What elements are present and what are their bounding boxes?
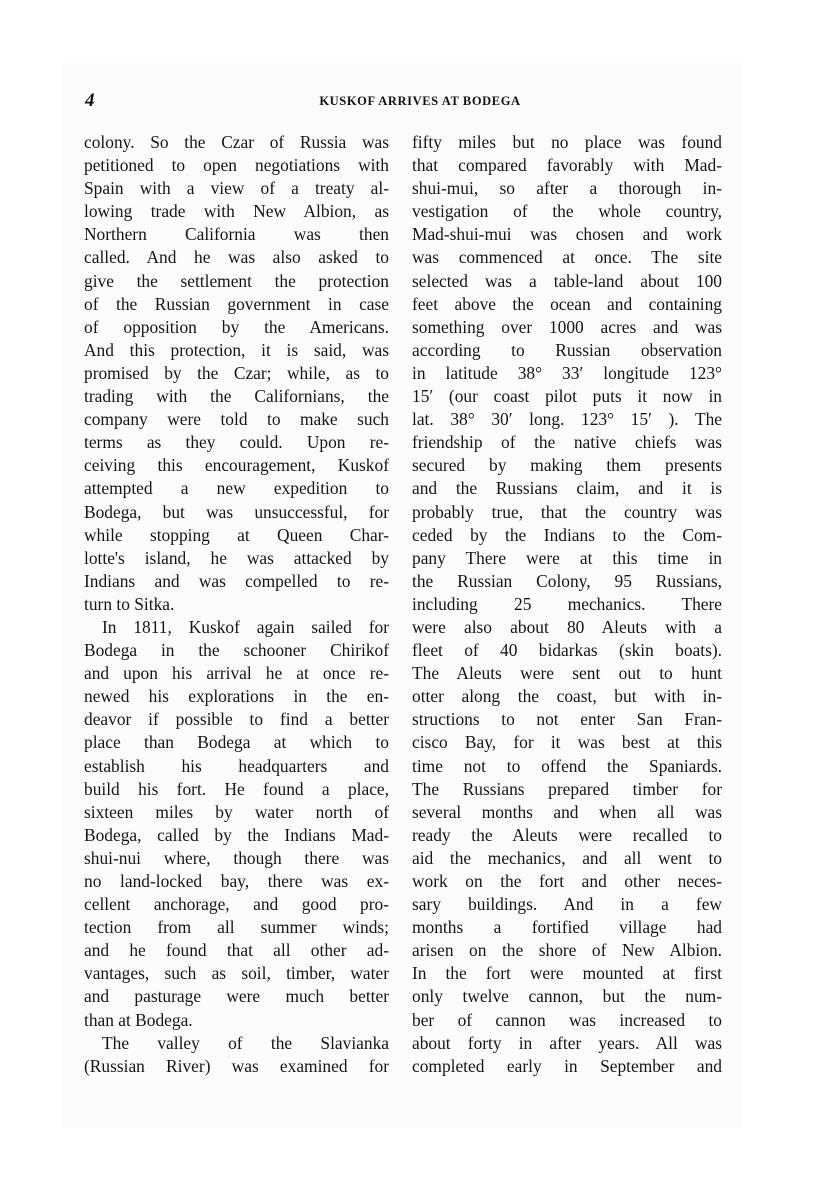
text-line: pany There were at this time in (412, 547, 722, 568)
text-line: give the settlement the protection (84, 270, 389, 291)
text-line: The valley of the Slavianka (102, 1032, 389, 1053)
text-line: including 25 mechanics. There (412, 593, 722, 614)
text-line: colony. So the Czar of Russia was (84, 132, 389, 152)
text-line: and pasturage were much better (84, 986, 389, 1007)
text-line: about forty in after years. All was (412, 1032, 722, 1053)
text-line: than at Bodega. (84, 1009, 193, 1030)
text-line: time not to offend the Spaniards. (412, 755, 722, 776)
text-line: vestigation of the whole country, (412, 201, 722, 222)
text-line: feet above the ocean and containing (412, 293, 722, 314)
text-line: arisen on the shore of New Albion. (412, 940, 722, 961)
text-line: turn to Sitka. (84, 593, 175, 614)
text-line: ceiving this encouragement, Kuskof (84, 455, 389, 476)
text-line: Spain with a view of a treaty al- (84, 178, 389, 199)
text-line: sary buildings. And in a few (412, 894, 722, 915)
text-line: place than Bodega at which to (84, 732, 389, 753)
text-line: only twelve cannon, but the num- (412, 986, 722, 1007)
text-line: promised by the Czar; while, as to (84, 362, 389, 383)
text-line: In 1811, Kuskof again sailed for (102, 616, 389, 637)
text-line: according to Russian observation (412, 339, 722, 360)
text-line: Indians and was compelled to re- (84, 570, 389, 591)
text-line: friendship of the native chiefs was (412, 432, 722, 453)
text-line: that compared favorably with Mad- (412, 155, 722, 176)
text-line: probably true, that the country was (412, 501, 722, 522)
text-line: selected was a table-land about 100 (412, 270, 722, 291)
running-head: KUSKOF ARRIVES AT BODEGA (319, 94, 521, 108)
text-line: months a fortified village had (412, 917, 722, 938)
text-line: something over 1000 acres and was (412, 316, 722, 337)
text-line: shui-mui, so after a thorough in- (412, 178, 722, 199)
text-line: no land-locked bay, there was ex- (84, 871, 389, 891)
text-line: was commenced at once. The site (412, 247, 722, 268)
text-line: sixteen miles by water north of (84, 801, 389, 822)
text-line: company were told to make such (84, 409, 389, 430)
text-line: the Russian Colony, 95 Russians, (412, 570, 722, 591)
text-line: cisco Bay, for it was best at this (412, 732, 722, 753)
text-line: ready the Aleuts were recalled to (412, 824, 722, 845)
text-line: in latitude 38° 33′ longitude 123° (412, 362, 722, 383)
text-line: and he found that all other ad- (84, 940, 389, 961)
text-line: (Russian River) was examined for (84, 1055, 389, 1076)
text-line: And this protection, it is said, was (84, 339, 389, 360)
text-line: tection from all summer winds; (84, 917, 389, 938)
page-number: 4 (85, 90, 95, 111)
text-line: of opposition by the Americans. (84, 316, 389, 337)
text-line: completed early in September and (412, 1055, 722, 1076)
text-line: work on the fort and other neces- (412, 871, 722, 891)
text-line: shui-nui where, though there was (84, 847, 389, 868)
text-line: cellent anchorage, and good pro- (84, 894, 389, 915)
text-line: called. And he was also asked to (84, 247, 389, 268)
text-line: secured by making them presents (412, 455, 722, 476)
text-line: otter along the coast, but with in- (412, 686, 722, 707)
text-line: lotte's island, he was attacked by (84, 547, 389, 568)
text-line: The Aleuts were sent out to hunt (412, 663, 722, 684)
text-line: vantages, such as soil, timber, water (84, 963, 389, 984)
text-line: 15′ (our coast pilot puts it now in (412, 386, 722, 407)
text-line: structions to not enter San Fran- (412, 709, 722, 730)
text-line: lowing trade with New Albion, as (84, 201, 389, 222)
text-line: Bodega, but was unsuccessful, for (84, 501, 389, 522)
text-line: fifty miles but no place was found (412, 132, 722, 152)
text-column-left (84, 131, 389, 1078)
text-line: The Russians prepared timber for (412, 778, 722, 799)
text-line: newed his explorations in the en- (84, 686, 389, 707)
text-line: aid the mechanics, and all went to (412, 847, 722, 868)
text-line: and upon his arrival he at once re- (84, 663, 389, 684)
text-line: fleet of 40 bidarkas (skin boats). (412, 640, 722, 661)
text-line: and the Russians claim, and it is (412, 478, 722, 499)
text-column-right (412, 131, 722, 1078)
text-line: establish his headquarters and (84, 755, 389, 776)
text-line: petitioned to open negotiations with (84, 155, 389, 176)
text-line: Mad-shui-mui was chosen and work (412, 224, 722, 245)
text-line: Northern California was then (84, 224, 389, 245)
text-line: trading with the Californians, the (84, 386, 389, 407)
text-line: while stopping at Queen Char- (84, 524, 389, 545)
text-line: several months and when all was (412, 801, 722, 822)
text-line: Bodega, called by the Indians Mad- (84, 824, 389, 845)
text-line: attempted a new expedition to (84, 478, 389, 499)
text-line: ceded by the Indians to the Com- (412, 524, 722, 545)
text-line: Bodega in the schooner Chirikof (84, 640, 389, 661)
text-line: lat. 38° 30′ long. 123° 15′ ). The (412, 409, 722, 430)
text-line: In the fort were mounted at first (412, 963, 722, 984)
text-line: deavor if possible to find a better (84, 709, 389, 730)
text-line: build his fort. He found a place, (84, 778, 389, 799)
text-line: were also about 80 Aleuts with a (412, 616, 722, 637)
text-line: terms as they could. Upon re- (84, 432, 389, 453)
text-line: of the Russian government in case (84, 293, 389, 314)
text-line: ber of cannon was increased to (412, 1009, 722, 1030)
